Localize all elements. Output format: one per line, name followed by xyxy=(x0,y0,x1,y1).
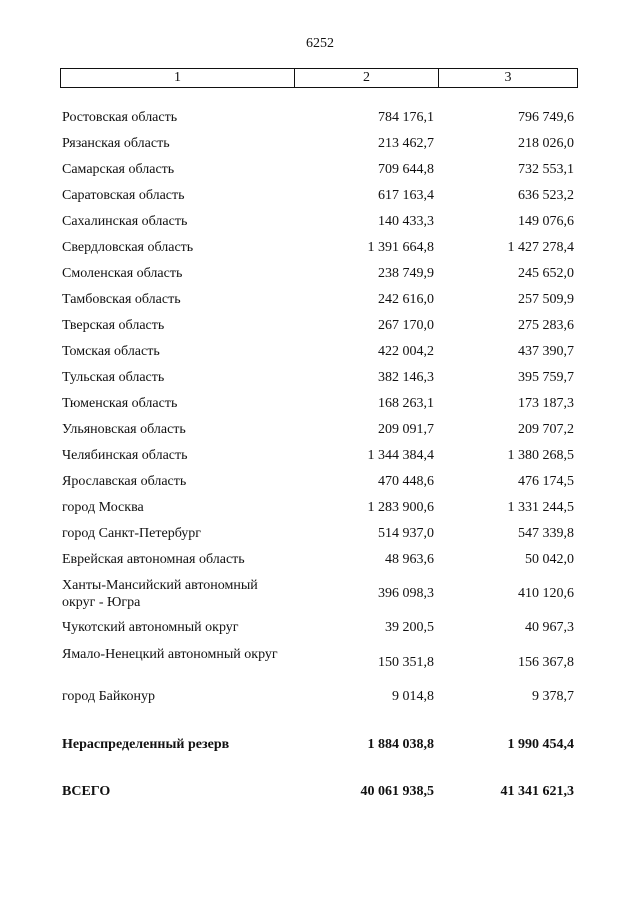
column-header-2: 2 xyxy=(295,69,439,87)
column-header-1: 1 xyxy=(61,69,295,87)
region-name: Ханты-Мансийский автономный округ - Югра xyxy=(62,578,258,610)
value-col-2: 48 963,6 xyxy=(385,552,434,567)
value-col-2: 382 146,3 xyxy=(378,370,434,385)
value-col-2: 617 163,4 xyxy=(378,188,434,203)
value-col-2: 470 448,6 xyxy=(378,474,434,489)
value-col-3: 149 076,6 xyxy=(518,214,574,229)
value-col-2: 709 644,8 xyxy=(378,162,434,177)
region-name: Самарская область xyxy=(62,162,175,177)
region-name: город Байконур xyxy=(62,689,155,704)
value-col-2: 140 433,3 xyxy=(378,214,434,229)
region-name: Еврейская автономная область xyxy=(62,552,245,567)
value-col-3: 437 390,7 xyxy=(518,344,574,359)
reserve-label: Нераспределенный резерв xyxy=(62,737,230,752)
value-col-2: 784 176,1 xyxy=(378,110,434,125)
value-col-3: 1 427 278,4 xyxy=(507,240,574,255)
value-col-3: 173 187,3 xyxy=(518,396,574,411)
value-col-2: 422 004,2 xyxy=(378,344,434,359)
value-col-3: 40 967,3 xyxy=(525,620,574,635)
region-name: Смоленская область xyxy=(62,266,183,281)
value-col-3: 1 380 268,5 xyxy=(507,448,574,463)
value-col-2: 209 091,7 xyxy=(378,422,434,437)
value-col-3: 50 042,0 xyxy=(525,552,574,567)
value-col-3: 209 707,2 xyxy=(518,422,574,437)
total-label: ВСЕГО xyxy=(62,784,111,799)
value-col-3: 9 378,7 xyxy=(532,689,574,704)
region-name: Тульская область xyxy=(62,370,165,385)
region-name: Челябинская область xyxy=(62,448,188,463)
value-col-3: 218 026,0 xyxy=(518,136,574,151)
value-col-3: 476 174,5 xyxy=(518,474,574,489)
value-col-2: 267 170,0 xyxy=(378,318,434,333)
value-col-3: 245 652,0 xyxy=(518,266,574,281)
value-col-3: 275 283,6 xyxy=(518,318,574,333)
value-col-3: 1 331 244,5 xyxy=(507,500,574,515)
total-value-col-3: 41 341 621,3 xyxy=(500,784,574,799)
region-name: город Москва xyxy=(62,500,144,515)
value-col-2: 150 351,8 xyxy=(378,655,434,670)
value-col-2: 396 098,3 xyxy=(378,586,434,601)
value-col-2: 1 391 664,8 xyxy=(367,240,434,255)
region-name: Ростовская область xyxy=(62,110,178,125)
total-value-col-2: 40 061 938,5 xyxy=(360,784,434,799)
value-col-2: 514 937,0 xyxy=(378,526,434,541)
value-col-3: 796 749,6 xyxy=(518,110,574,125)
region-name: Сахалинская область xyxy=(62,214,188,229)
value-col-2: 1 344 384,4 xyxy=(367,448,434,463)
region-name: Рязанская область xyxy=(62,136,170,151)
value-col-2: 9 014,8 xyxy=(392,689,434,704)
value-col-2: 39 200,5 xyxy=(385,620,434,635)
value-col-2: 242 616,0 xyxy=(378,292,434,307)
value-col-2: 168 263,1 xyxy=(378,396,434,411)
value-col-2: 1 283 900,6 xyxy=(367,500,434,515)
region-name: Тамбовская область xyxy=(62,292,181,307)
region-name: Тюменская область xyxy=(62,396,178,411)
value-col-3: 547 339,8 xyxy=(518,526,574,541)
value-col-2: 238 749,9 xyxy=(378,266,434,281)
region-name: Ярославская область xyxy=(62,474,187,489)
reserve-value-col-3: 1 990 454,4 xyxy=(507,737,574,752)
page-number: 6252 xyxy=(306,36,334,51)
region-name: Ямало-Ненецкий автономный округ xyxy=(62,647,278,662)
region-name: Ульяновская область xyxy=(62,422,186,437)
value-col-3: 732 553,1 xyxy=(518,162,574,177)
value-col-3: 636 523,2 xyxy=(518,188,574,203)
region-name: Томская область xyxy=(62,344,160,359)
reserve-value-col-2: 1 884 038,8 xyxy=(367,737,434,752)
column-header-3: 3 xyxy=(504,70,512,85)
region-name: Тверская область xyxy=(62,318,165,333)
value-col-3: 257 509,9 xyxy=(518,292,574,307)
region-name: Саратовская область xyxy=(62,188,185,203)
value-col-3: 410 120,6 xyxy=(518,586,574,601)
region-name: Свердловская область xyxy=(62,240,194,255)
value-col-3: 156 367,8 xyxy=(518,655,574,670)
value-col-2: 213 462,7 xyxy=(378,136,434,151)
region-name: Чукотский автономный округ xyxy=(62,620,239,635)
region-name: город Санкт-Петербург xyxy=(62,526,202,541)
value-col-3: 395 759,7 xyxy=(518,370,574,385)
